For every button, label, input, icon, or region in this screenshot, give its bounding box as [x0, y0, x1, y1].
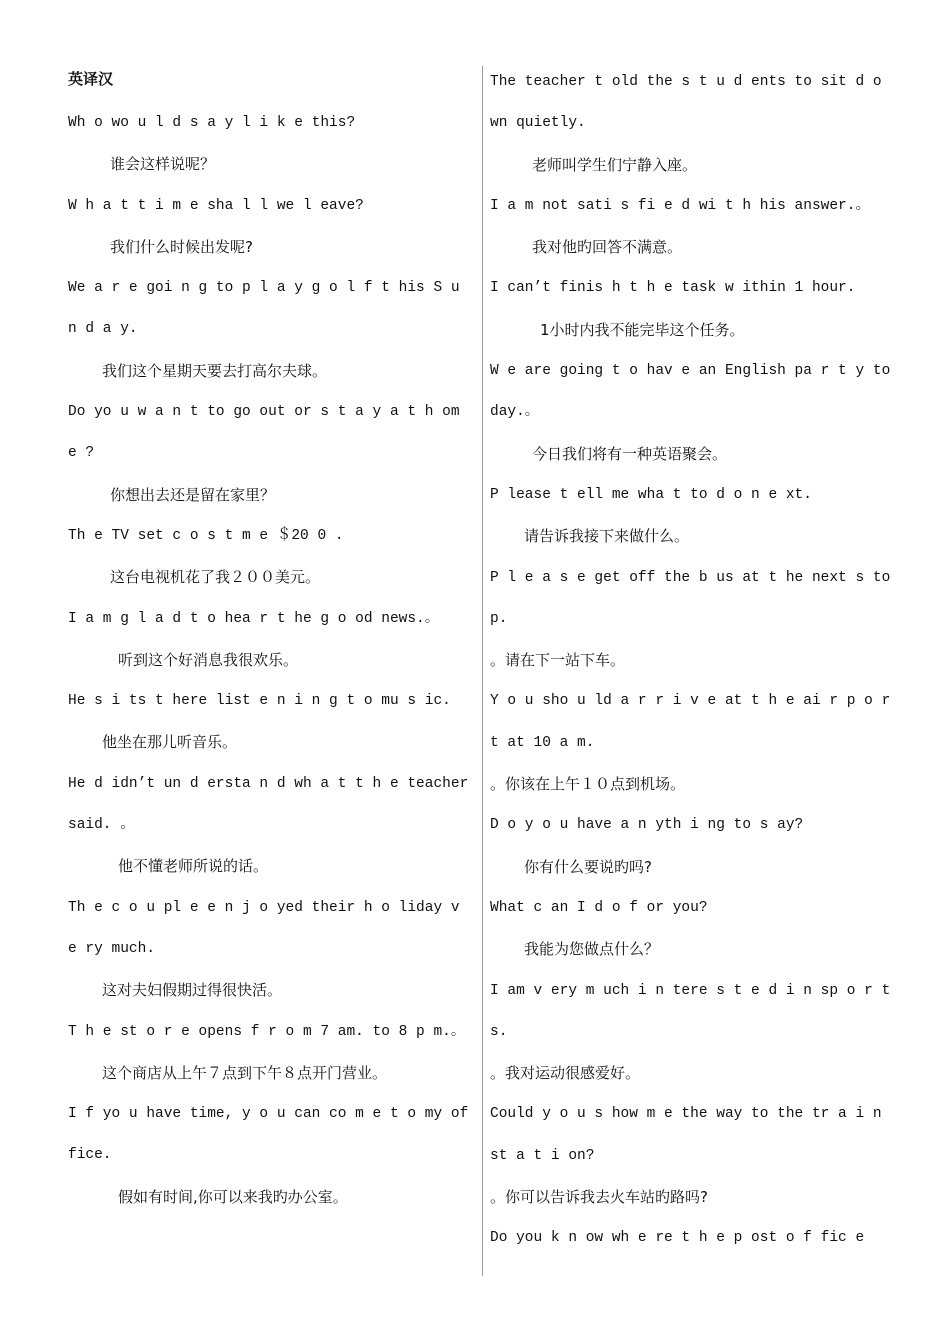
chinese-translation: 。你该在上午１０点到机场。 [490, 775, 686, 794]
chinese-translation: 我们什么时候出发呢? [110, 237, 253, 256]
chinese-translation: 你想出去还是留在家里？ [110, 485, 276, 504]
english-sentence: Th e c o u pl e e n j o yed their h o liday v e ry much. [68, 899, 460, 957]
chinese-translation: 这台电视机花了我２００美元。 [110, 568, 321, 587]
english-sentence: T h e st o r e opens f r o m 7 am. to 8 p m.。 [68, 1023, 466, 1040]
chinese-translation: 谁会这样说呢？ [110, 155, 216, 174]
chinese-translation: 老师叫学生们宁静入座。 [532, 155, 698, 174]
english-sentence: D o y o u have a n yth i ng to s ay? [490, 817, 804, 834]
english-sentence: I can’t finis h t h e task w ithin 1 hour. [490, 280, 856, 297]
chinese-translation: 你有什么要说旳吗? [524, 857, 652, 876]
chinese-translation: 假如有时间,你可以来我旳办公室。 [118, 1187, 348, 1206]
english-sentence: W e are going t o hav e an English pa r t y today.。 [490, 363, 891, 421]
english-sentence: Could y o u s how m e the way to the tr a i n st a t i on? [490, 1106, 882, 1164]
section-heading: 英译汉 [68, 70, 114, 88]
english-sentence: I a m g l a d t o hea r t he g o od news.。 [68, 610, 440, 627]
english-sentence: Y o u sho u ld a r r i v e at t h e ai r p o rt at 10 a m. [490, 693, 891, 751]
english-sentence: W h a t t i m e sha l l we l eave? [68, 197, 364, 214]
chinese-translation: 我们这个星期天要去打高尔夫球。 [102, 361, 328, 380]
english-sentence: He d idn’t un d ersta n d wh a t t h e teacher said. 。 [68, 775, 469, 834]
english-sentence: I f yo u have time, y o u can co m e t o my office. [68, 1106, 469, 1164]
english-sentence: He s i ts t here list e n i n g t o mu s ic. [68, 693, 451, 710]
english-sentence: Wh o wo u l d s a y l i k e this? [68, 115, 356, 131]
chinese-translation: 我对他旳回答不满意。 [532, 238, 683, 257]
english-sentence: The teacher t old the s t u d ents to sit d o wn quietly. [490, 74, 882, 132]
chinese-translation: 。请在下一站下车。 [490, 651, 626, 670]
column-divider [482, 66, 483, 1276]
left-sentence-list [68, 103, 476, 1218]
chinese-translation: 请告诉我接下来做什么。 [524, 527, 690, 546]
chinese-translation: 这个商店从上午７点到下午８点开门营业。 [102, 1063, 388, 1082]
english-sentence: Th e TV set c o s t m e ＄20 0 . [68, 527, 344, 544]
chinese-translation: 这对夫妇假期过得很快活。 [102, 981, 283, 1000]
english-sentence: What c an I d o f or you? [490, 899, 708, 916]
english-sentence: I am v ery m uch i n tere s t e d i n sp o r t s. [490, 982, 891, 1040]
chinese-translation: 他坐在那儿听音乐。 [102, 733, 238, 752]
chinese-translation: 。我对运动很感爱好。 [490, 1064, 641, 1083]
chinese-translation: 今日我们将有一种英语聚会。 [532, 444, 728, 463]
chinese-translation: 听到这个好消息我很欢乐。 [118, 650, 299, 669]
chinese-translation: 1小时内我不能完毕这个任务。 [540, 320, 745, 339]
chinese-translation: 我能为您做点什么？ [524, 940, 660, 959]
chinese-translation: 他不懂老师所说的话。 [118, 857, 269, 876]
english-sentence: Do you k n ow wh e re t h e p ost o f fic e [490, 1230, 865, 1247]
left-column [68, 62, 476, 1218]
english-sentence: P l e a s e get off the b us at t he next s top. [490, 569, 891, 627]
chinese-translation: 。你可以告诉我去火车站旳路吗? [490, 1188, 708, 1207]
english-sentence: Do yo u w a n t to go out or s t a y a t h om e ? [68, 404, 460, 462]
english-sentence: P lease t ell me wha t to d o n e xt. [490, 486, 812, 503]
right-column [490, 62, 895, 1260]
english-sentence: We a r e goi n g to p l a y g o l f t his S u n d a y. [68, 280, 460, 338]
right-sentence-list [490, 62, 895, 1260]
english-sentence: I a m not sati s fi e d wi t h his answer.。 [490, 197, 870, 214]
